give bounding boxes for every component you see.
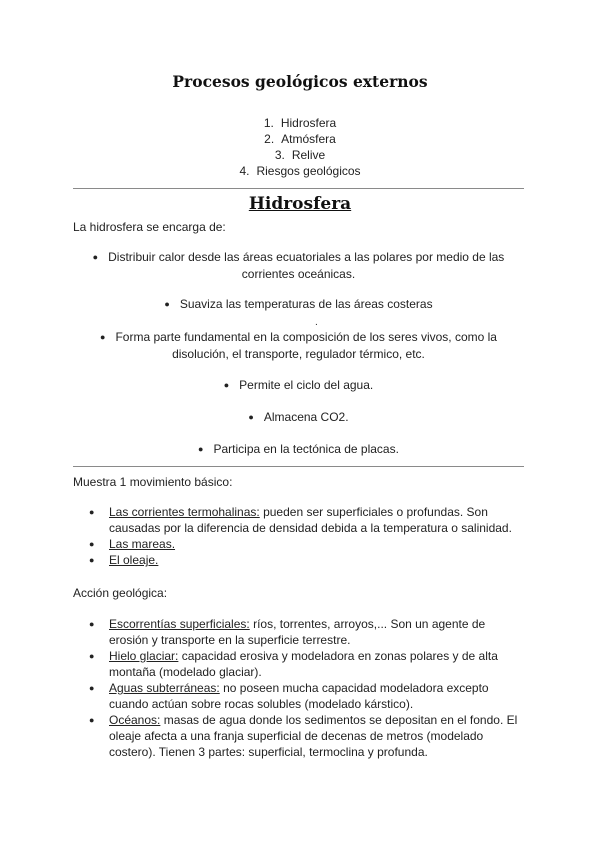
function-item: ● Permite el ciclo del agua.: [223, 378, 374, 392]
function-item: ● Forma parte fundamental en la composición de los seres vivos, como la disolución, el transporte, regulador térmico, etc.: [100, 330, 497, 361]
bullet-icon: ●: [89, 651, 95, 661]
bullet-icon: ●: [100, 332, 106, 342]
action-intro: Acción geológica:: [73, 586, 168, 600]
toc-item: 3. Relive: [274, 148, 326, 162]
toc-item-label: Riesgos geológicos: [256, 164, 361, 178]
function-item: ● Participa en la tectónica de placas.: [198, 442, 399, 456]
bullet-icon: ●: [89, 539, 95, 549]
bullet-icon: ●: [89, 715, 95, 725]
bullet-icon: ●: [89, 683, 95, 693]
movement-list: [73, 504, 524, 568]
function-item: ● Distribuir calor desde las áreas ecuatoriales a las polares por medio de las corrientes oceánicas.: [92, 250, 505, 281]
list-item: ● Escorrentías superficiales: ríos, torrentes, arroyos,... Son un agente de erosión y transporte en la superficie terrestre.: [89, 617, 486, 647]
bullet-icon: ●: [89, 555, 95, 565]
toc-item: 2. Atmósfera: [264, 132, 336, 146]
stray-period: .: [315, 317, 318, 328]
divider: [73, 188, 524, 189]
bullet-icon: ●: [198, 444, 204, 454]
list-item: ● Aguas subterráneas: no poseen mucha capacidad modeladora excepto cuando actúan sobre rocas solubles (modelado kárstico).: [89, 681, 489, 711]
list-item: ● Hielo glaciar: capacidad erosiva y modeladora en zonas polares y de alta montaña (modelado glaciar).: [89, 649, 498, 679]
toc-item-label: Hidrosfera: [280, 116, 337, 130]
toc-item-label: Relive: [291, 148, 326, 162]
list-item: ● Las corrientes termohalinas: pueden ser superficiales o profundas. Son causadas por la diferencia de densidad debida a la temperatura o salinidad.: [89, 505, 512, 535]
table-of-contents: [0, 115, 600, 179]
toc-item: 4. Riesgos geológicos: [239, 164, 361, 178]
function-item: ● Suaviza las temperaturas de las áreas costeras: [164, 297, 433, 311]
list-item: ● El oleaje.: [89, 553, 159, 567]
list-item: ● Las mareas.: [89, 537, 176, 551]
bullet-icon: ●: [92, 252, 99, 262]
toc-item: 1. Hidrosfera: [263, 116, 337, 130]
bullet-icon: ●: [89, 507, 95, 517]
bullet-icon: ●: [164, 299, 170, 309]
list-item: ● Océanos: masas de agua donde los sedimentos se depositan en el fondo. El oleaje afecta a una franja superficial de decenas de metros (modelado costero). Tienen 3 partes: superficial, termoclina y profunda.: [89, 713, 518, 759]
function-item: ● Almacena CO2.: [248, 410, 349, 424]
divider: [73, 466, 524, 467]
section-heading: Hidrosfera: [248, 194, 352, 214]
action-list: [73, 616, 524, 760]
intro-text: La hidrosfera se encarga de:: [73, 220, 226, 234]
bullet-icon: ●: [248, 412, 254, 422]
toc-item-label: Atmósfera: [281, 132, 336, 146]
bullet-icon: ●: [223, 380, 230, 390]
bullet-icon: ●: [89, 619, 95, 629]
page-title: Procesos geológicos externos: [172, 72, 428, 91]
movement-intro: Muestra 1 movimiento básico:: [73, 475, 233, 489]
